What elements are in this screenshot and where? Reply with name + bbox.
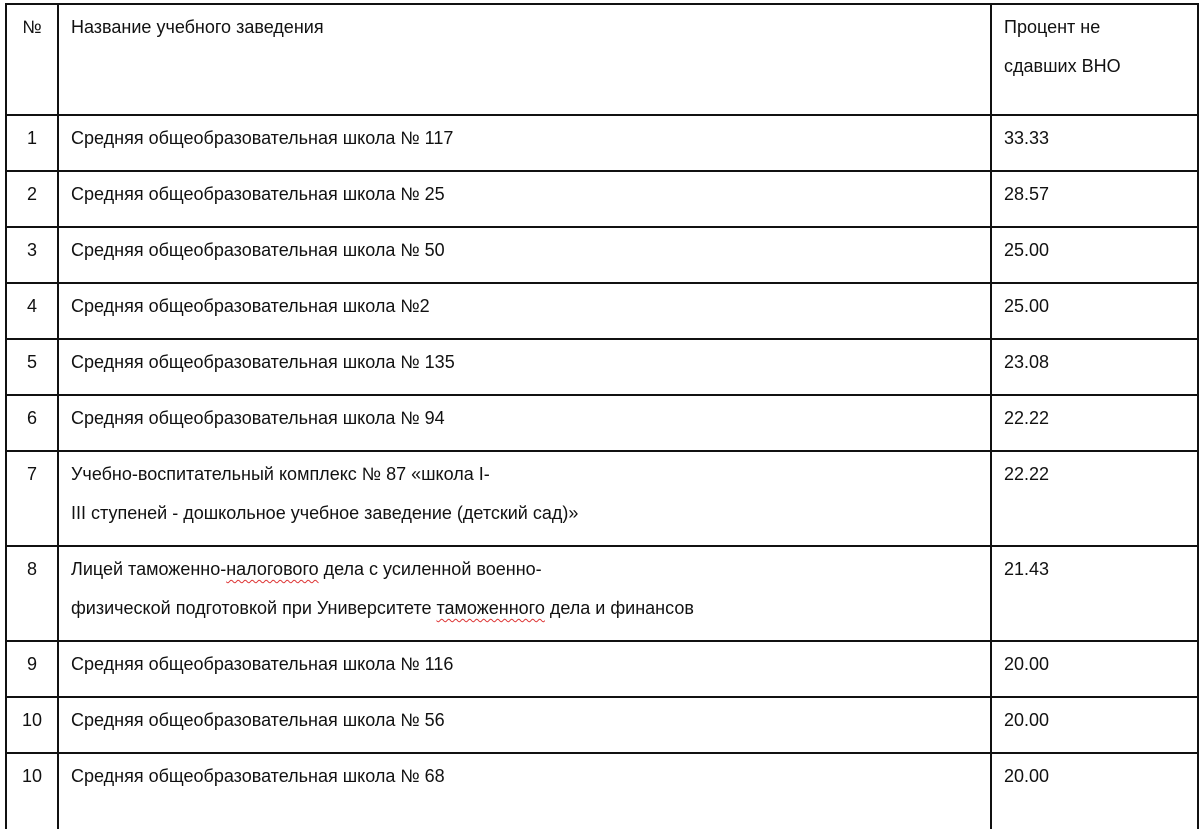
row-name-line2: III ступеней - дошкольное учебное заведение (детский сад)» — [71, 503, 579, 523]
row-name: Средняя общеобразовательная школа № 56 — [58, 697, 991, 753]
table-row — [6, 395, 1198, 451]
header-percent — [991, 4, 1198, 115]
row-name: Средняя общеобразовательная школа № 50 — [58, 227, 991, 283]
row-percent: 28.57 — [991, 171, 1198, 227]
row-percent: 33.33 — [991, 115, 1198, 171]
row-name: Средняя общеобразовательная школа № 116 — [58, 641, 991, 697]
row-num: 4 — [6, 283, 58, 339]
row-name-line1: Учебно-воспитательный комплекс № 87 «школа I- — [71, 464, 490, 484]
row-num: 10 — [6, 753, 58, 829]
table-row — [6, 115, 1198, 171]
row-num: 7 — [6, 451, 58, 546]
table-header-row — [6, 4, 1198, 115]
row-percent: 20.00 — [991, 697, 1198, 753]
header-percent-line2: сдавших ВНО — [1004, 56, 1121, 76]
table-row — [6, 339, 1198, 395]
row-num: 6 — [6, 395, 58, 451]
spellcheck-underline[interactable]: налогового — [226, 559, 319, 579]
row-name: Средняя общеобразовательная школа № 68 — [58, 753, 991, 829]
row-percent: 22.22 — [991, 451, 1198, 546]
row-percent: 20.00 — [991, 641, 1198, 697]
row-percent: 22.22 — [991, 395, 1198, 451]
row-name-text: дела и финансов — [544, 598, 694, 618]
table-row — [6, 283, 1198, 339]
table-row — [6, 753, 1198, 829]
schools-table — [5, 3, 1199, 829]
table-row — [6, 546, 1198, 641]
row-num: 3 — [6, 227, 58, 283]
row-percent: 21.43 — [991, 546, 1198, 641]
row-percent: 20.00 — [991, 753, 1198, 829]
header-name: Название учебного заведения — [58, 4, 991, 115]
row-name: Средняя общеобразовательная школа № 117 — [58, 115, 991, 171]
header-percent-line1: Процент не — [1004, 17, 1101, 37]
row-percent: 23.08 — [991, 339, 1198, 395]
row-name-text: дела с усиленной военно- — [318, 559, 542, 579]
row-num: 8 — [6, 546, 58, 641]
row-name — [58, 451, 991, 546]
row-name — [58, 546, 991, 641]
row-name: Средняя общеобразовательная школа № 135 — [58, 339, 991, 395]
header-num: № — [6, 4, 58, 115]
table-row — [6, 171, 1198, 227]
table-row — [6, 227, 1198, 283]
row-num: 10 — [6, 697, 58, 753]
row-name: Средняя общеобразовательная школа № 25 — [58, 171, 991, 227]
table-row — [6, 697, 1198, 753]
table-row — [6, 641, 1198, 697]
row-num: 9 — [6, 641, 58, 697]
row-percent: 25.00 — [991, 227, 1198, 283]
row-percent: 25.00 — [991, 283, 1198, 339]
row-name: Средняя общеобразовательная школа №2 — [58, 283, 991, 339]
row-name: Средняя общеобразовательная школа № 94 — [58, 395, 991, 451]
row-num: 2 — [6, 171, 58, 227]
spellcheck-underline[interactable]: таможенного — [436, 598, 545, 618]
row-num: 5 — [6, 339, 58, 395]
row-num: 1 — [6, 115, 58, 171]
row-name-text: Лицей таможенно- — [71, 559, 227, 579]
row-name-text: физической подготовкой при Университете — [71, 598, 437, 618]
table-row — [6, 451, 1198, 546]
